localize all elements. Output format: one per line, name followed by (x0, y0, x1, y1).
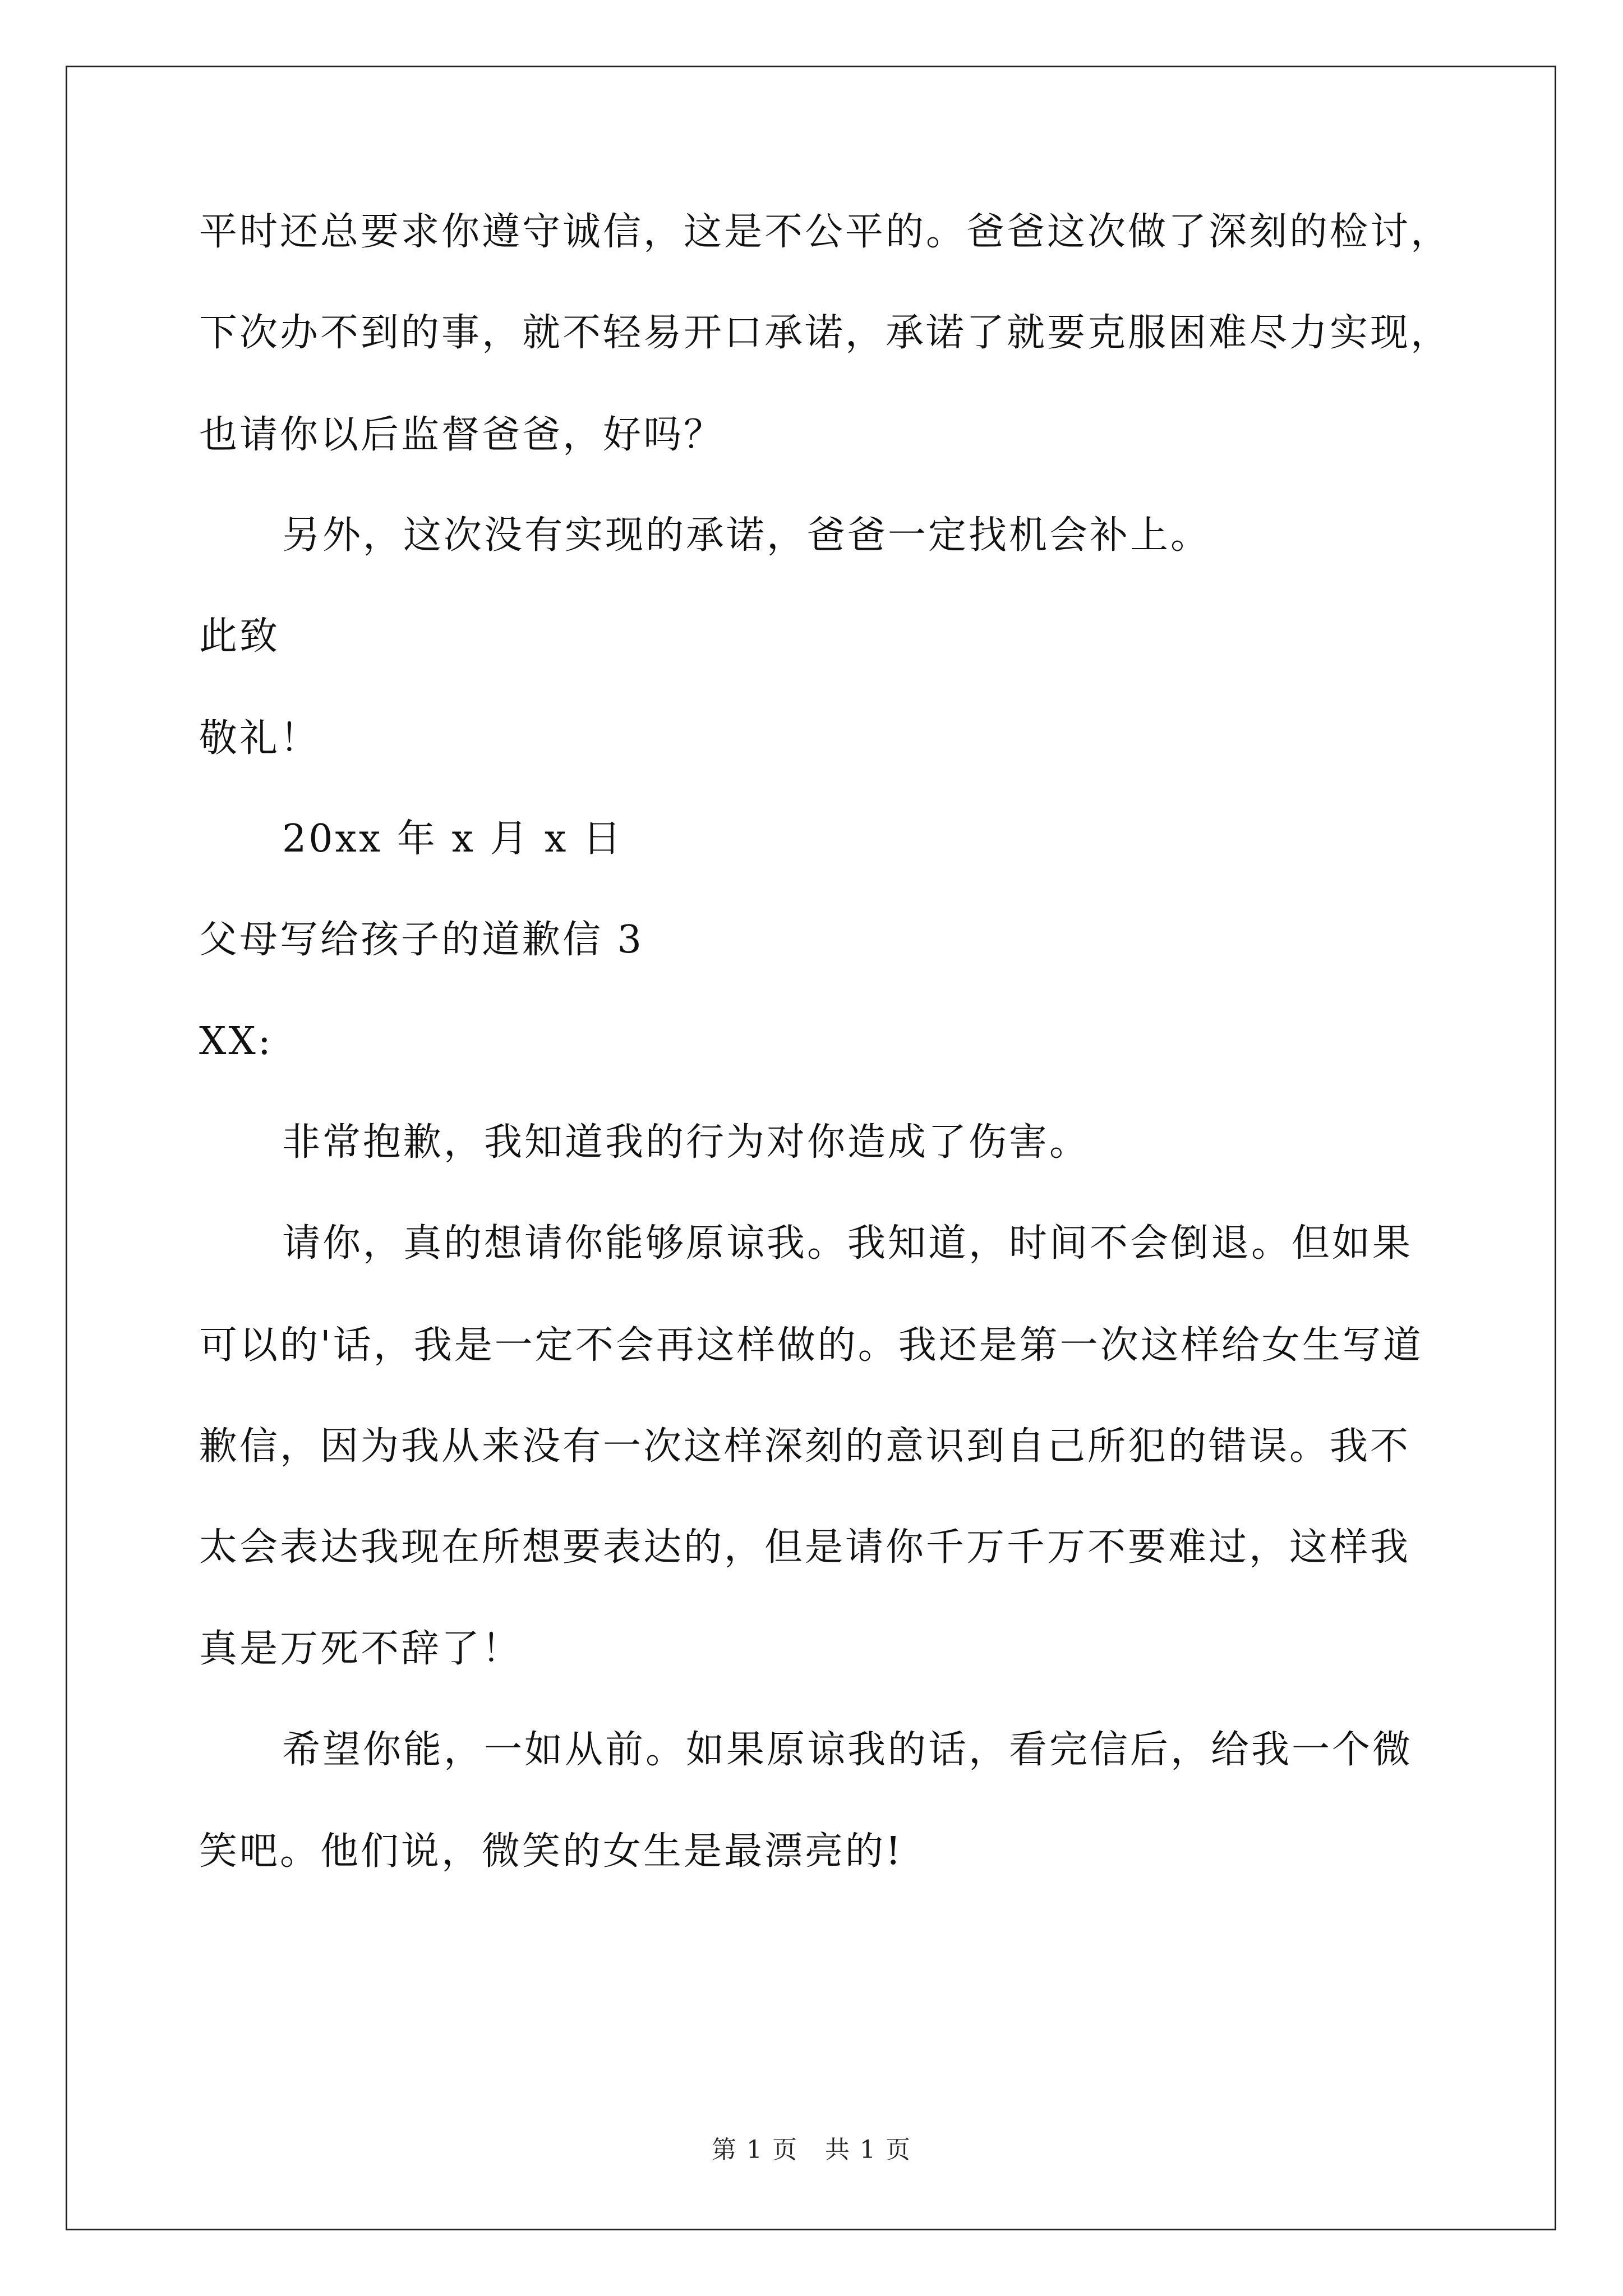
paragraph-line: 真是万死不辞了！ (199, 1627, 523, 1671)
paragraph-line: 非常抱歉，我知道我的行为对你造成了伤害。 (282, 1120, 1090, 1165)
paragraph-line: 笑吧。他们说，微笑的女生是最漂亮的! (199, 1829, 903, 1874)
section-heading: 父母写给孩子的道歉信 3 (199, 918, 644, 962)
closing-regards: 敬礼！ (199, 716, 321, 761)
paragraph-line: 希望你能，一如从前。如果原谅我的话，看完信后，给我一个微 (282, 1728, 1413, 1772)
page-number: 第 1 页 (712, 2136, 798, 2164)
paragraph-line: 歉信，因为我从来没有一次这样深刻的意识到自己所犯的错误。我不 (199, 1424, 1411, 1469)
paragraph-line: 请你，真的想请你能够原谅我。我知道，时间不会倒退。但如果 (282, 1221, 1413, 1266)
paragraph-line: 下次办不到的事，就不轻易开口承诺，承诺了就要克服困难尽力实现， (199, 311, 1451, 355)
paragraph-line: 可以的'话，我是一定不会再这样做的。我还是第一次这样给女生写道 (199, 1323, 1423, 1368)
paragraph-line: 太会表达我现在所想要表达的，但是请你千万千万不要难过，这样我 (199, 1525, 1411, 1570)
paragraph-line: 也请你以后监督爸爸，好吗？ (199, 413, 725, 457)
paragraph-line: 平时还总要求你遵守诚信，这是不公平的。爸爸这次做了深刻的检讨， (199, 210, 1451, 254)
page-footer (0, 2136, 1623, 2164)
closing-salutation: 此致 (199, 614, 280, 659)
letter-greeting: XX: (199, 1019, 273, 1064)
paragraph-line: 另外，这次没有实现的承诺，爸爸一定找机会补上。 (282, 513, 1211, 558)
page-total: 共 1 页 (825, 2136, 911, 2164)
letter-date: 20xx 年 x 月 x 日 (282, 817, 624, 861)
